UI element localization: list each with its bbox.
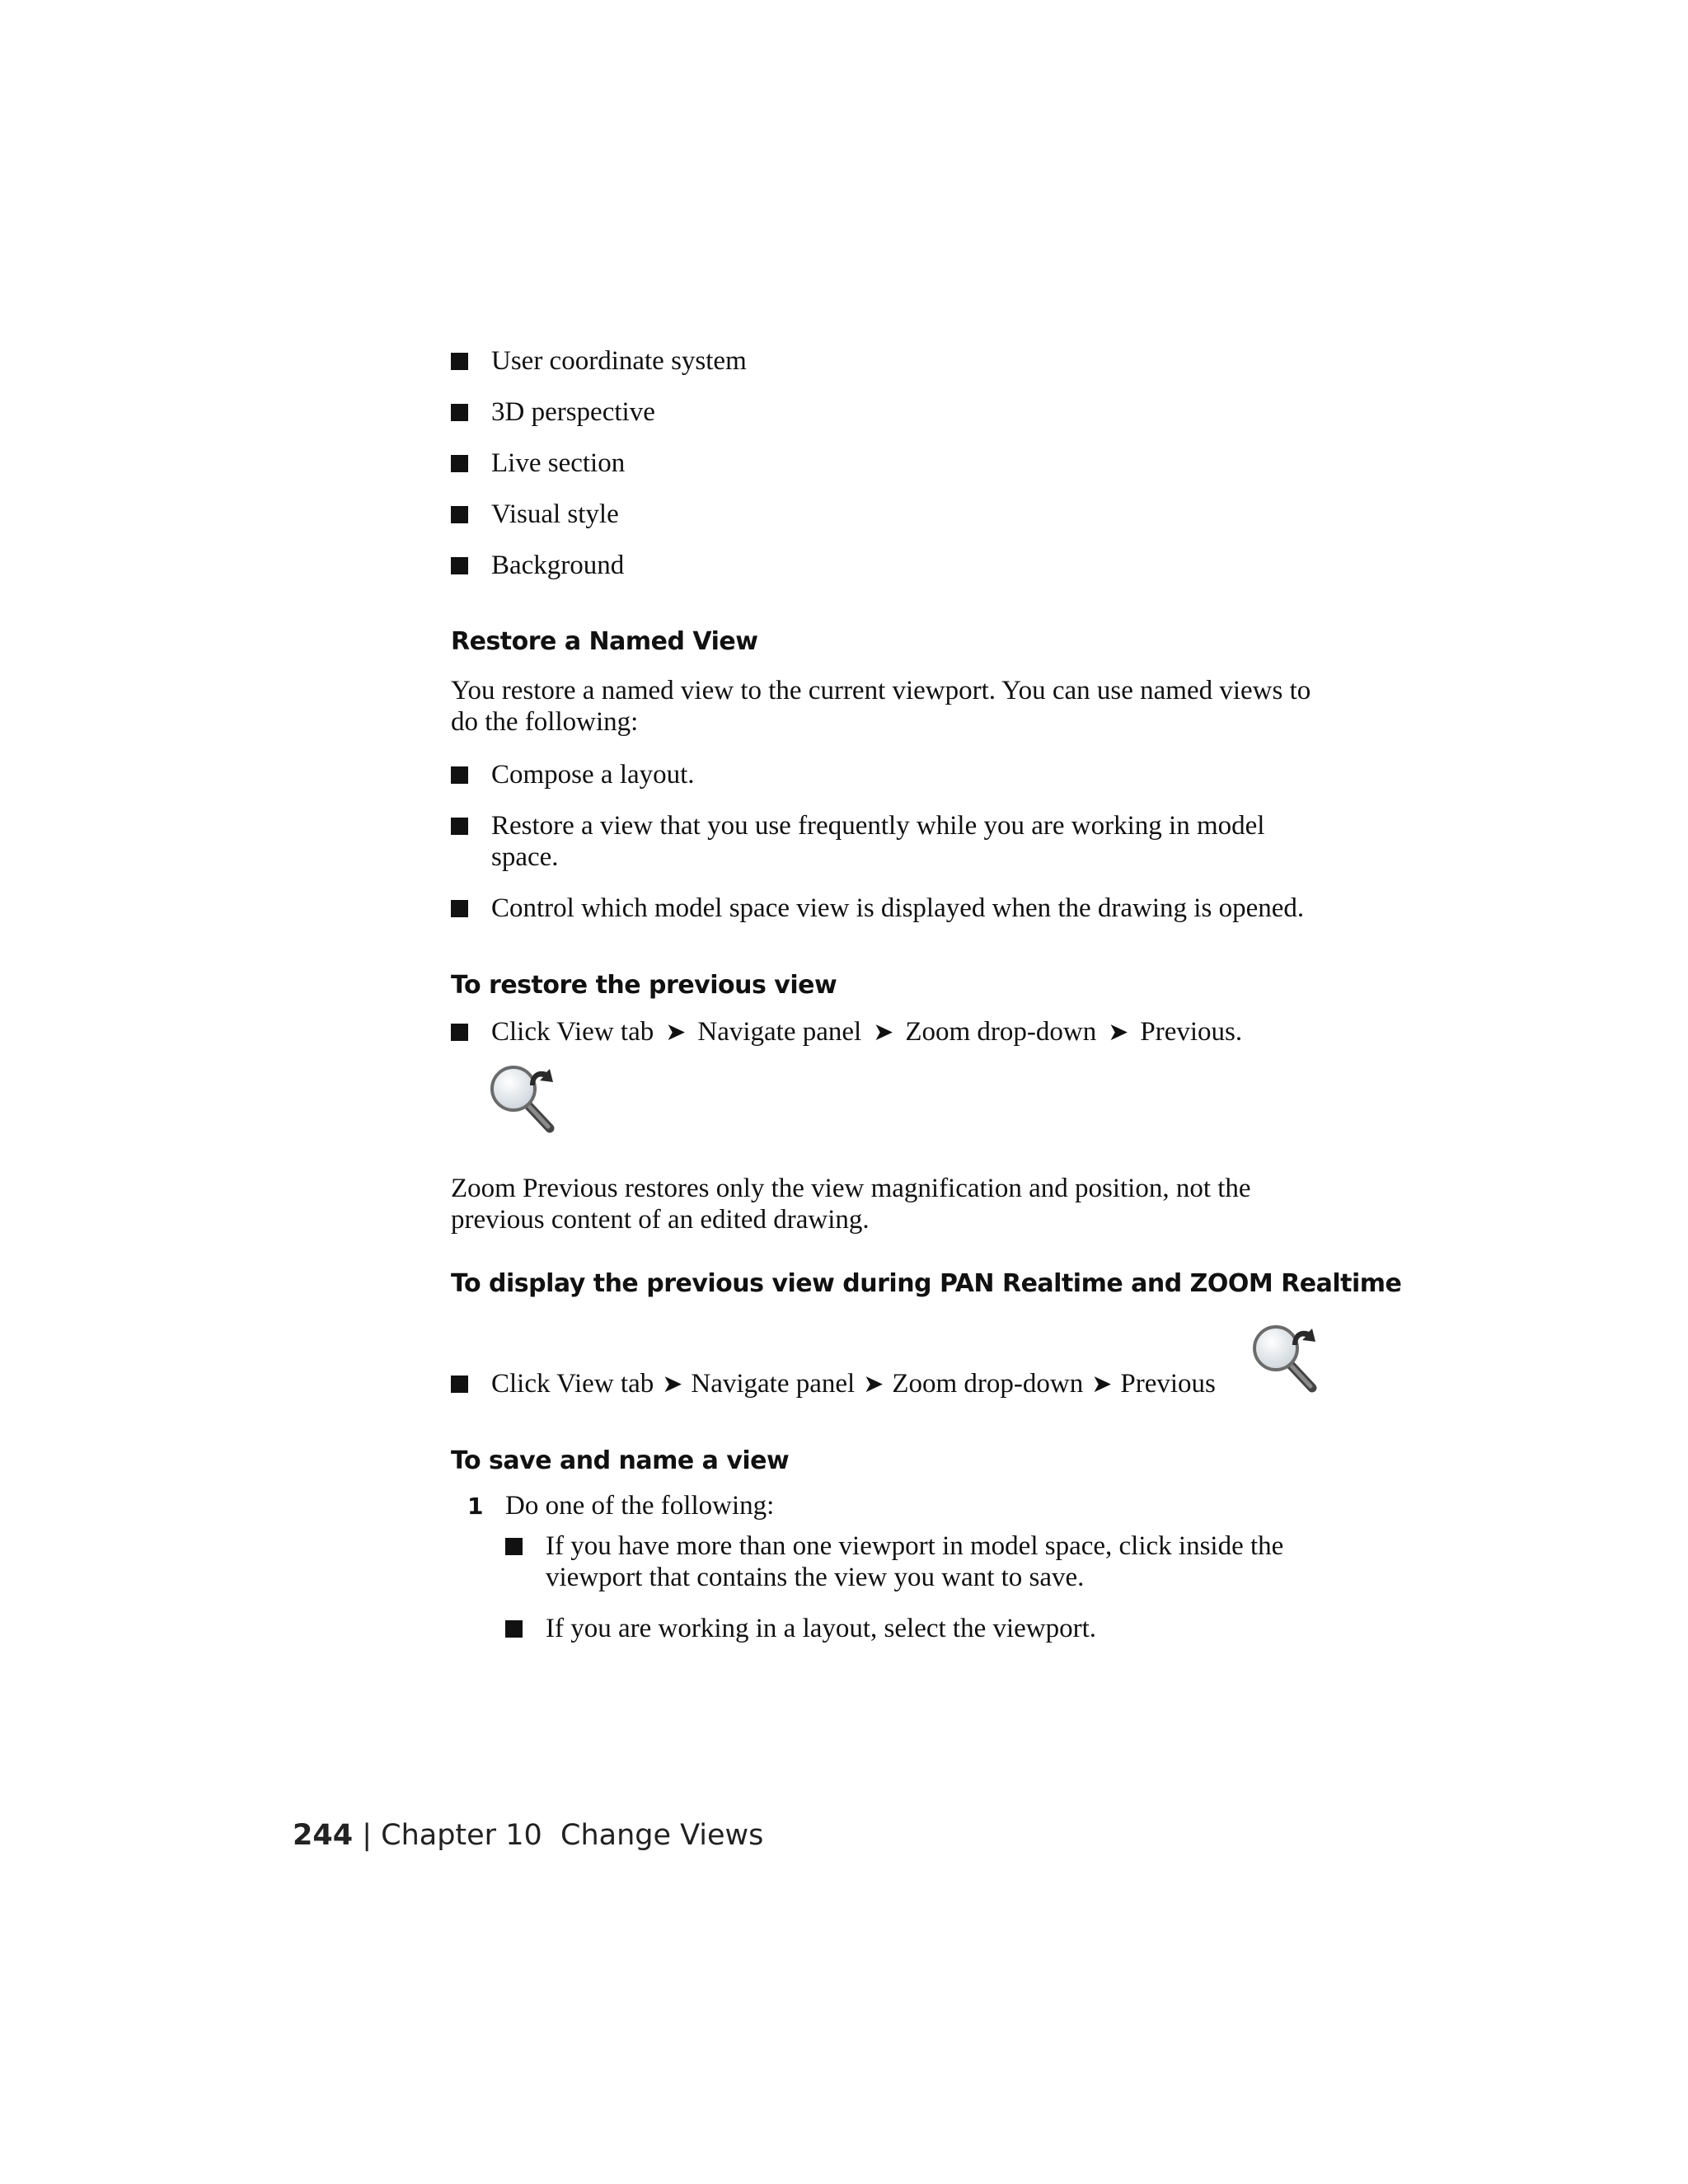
note-paragraph: Zoom Previous restores only the view magnification and position, not the previous content of an edited drawing.: [451, 1174, 1251, 1235]
path-step: Click View tab: [491, 1369, 654, 1399]
square-bullet-icon: [505, 1538, 523, 1555]
square-bullet-icon: [451, 506, 468, 523]
page-number: 244: [293, 1819, 354, 1852]
list-item-text: If you are working in a layout, select the viewport.: [546, 1614, 1097, 1643]
path-step: Navigate panel: [691, 1369, 856, 1399]
square-bullet-icon: [451, 557, 468, 574]
section-heading: Restore a Named View: [451, 627, 758, 656]
list-item-text: Live section: [491, 448, 626, 478]
square-bullet-icon: [505, 1620, 523, 1638]
procedure-heading: To display the previous view during PAN Realtime and ZOOM Realtime: [451, 1269, 1402, 1298]
path-step: Previous.: [1140, 1017, 1243, 1047]
arrow-icon: ➤: [665, 1018, 687, 1047]
arrow-icon: ➤: [863, 1370, 884, 1399]
list-item-text: Background: [491, 551, 625, 580]
footer-separator: |: [362, 1819, 372, 1852]
procedure-heading: To save and name a view: [451, 1446, 790, 1475]
procedure-heading: To restore the previous view: [451, 971, 837, 1000]
path-step: Zoom drop-down: [905, 1017, 1097, 1047]
path-step: Zoom drop-down: [892, 1369, 1084, 1399]
path-step: Navigate panel: [697, 1017, 862, 1047]
zoom-previous-icon: [484, 1057, 563, 1137]
section-paragraph: You restore a named view to the current viewport. You can use named views to do the following:: [451, 676, 1311, 737]
square-bullet-icon: [451, 1376, 468, 1393]
list-item-text: User coordinate system: [491, 346, 747, 376]
list-item-text: Control which model space view is displayed when the drawing is opened.: [491, 893, 1305, 923]
menu-path: [491, 1368, 1357, 1400]
step-text: Do one of the following:: [505, 1491, 775, 1521]
square-bullet-icon: [451, 766, 468, 784]
arrow-icon: ➤: [1108, 1018, 1129, 1047]
square-bullet-icon: [451, 1024, 468, 1041]
menu-path: [491, 1016, 1357, 1048]
chapter-title: Change Views: [560, 1819, 764, 1852]
zoom-previous-icon: [1246, 1317, 1325, 1396]
list-item-text: Restore a view that you use frequently while you are working in model space.: [491, 811, 1265, 872]
square-bullet-icon: [451, 455, 468, 472]
chapter-label: Chapter 10: [381, 1819, 542, 1852]
arrow-icon: ➤: [873, 1018, 894, 1047]
list-item-text: Visual style: [491, 499, 619, 529]
page-footer: [293, 1817, 763, 1854]
square-bullet-icon: [451, 353, 468, 370]
step-number: 1: [467, 1493, 484, 1520]
list-item-text: Compose a layout.: [491, 760, 695, 790]
arrow-icon: ➤: [1091, 1370, 1113, 1399]
list-item-text: 3D perspective: [491, 397, 655, 427]
square-bullet-icon: [451, 404, 468, 421]
list-item-text: If you have more than one viewport in model space, click inside the viewport that contains the view you want to save.: [546, 1531, 1284, 1592]
path-step: Click View tab: [491, 1017, 654, 1047]
square-bullet-icon: [451, 818, 468, 835]
path-step: Previous: [1120, 1369, 1216, 1399]
arrow-icon: ➤: [662, 1370, 683, 1399]
square-bullet-icon: [451, 900, 468, 917]
